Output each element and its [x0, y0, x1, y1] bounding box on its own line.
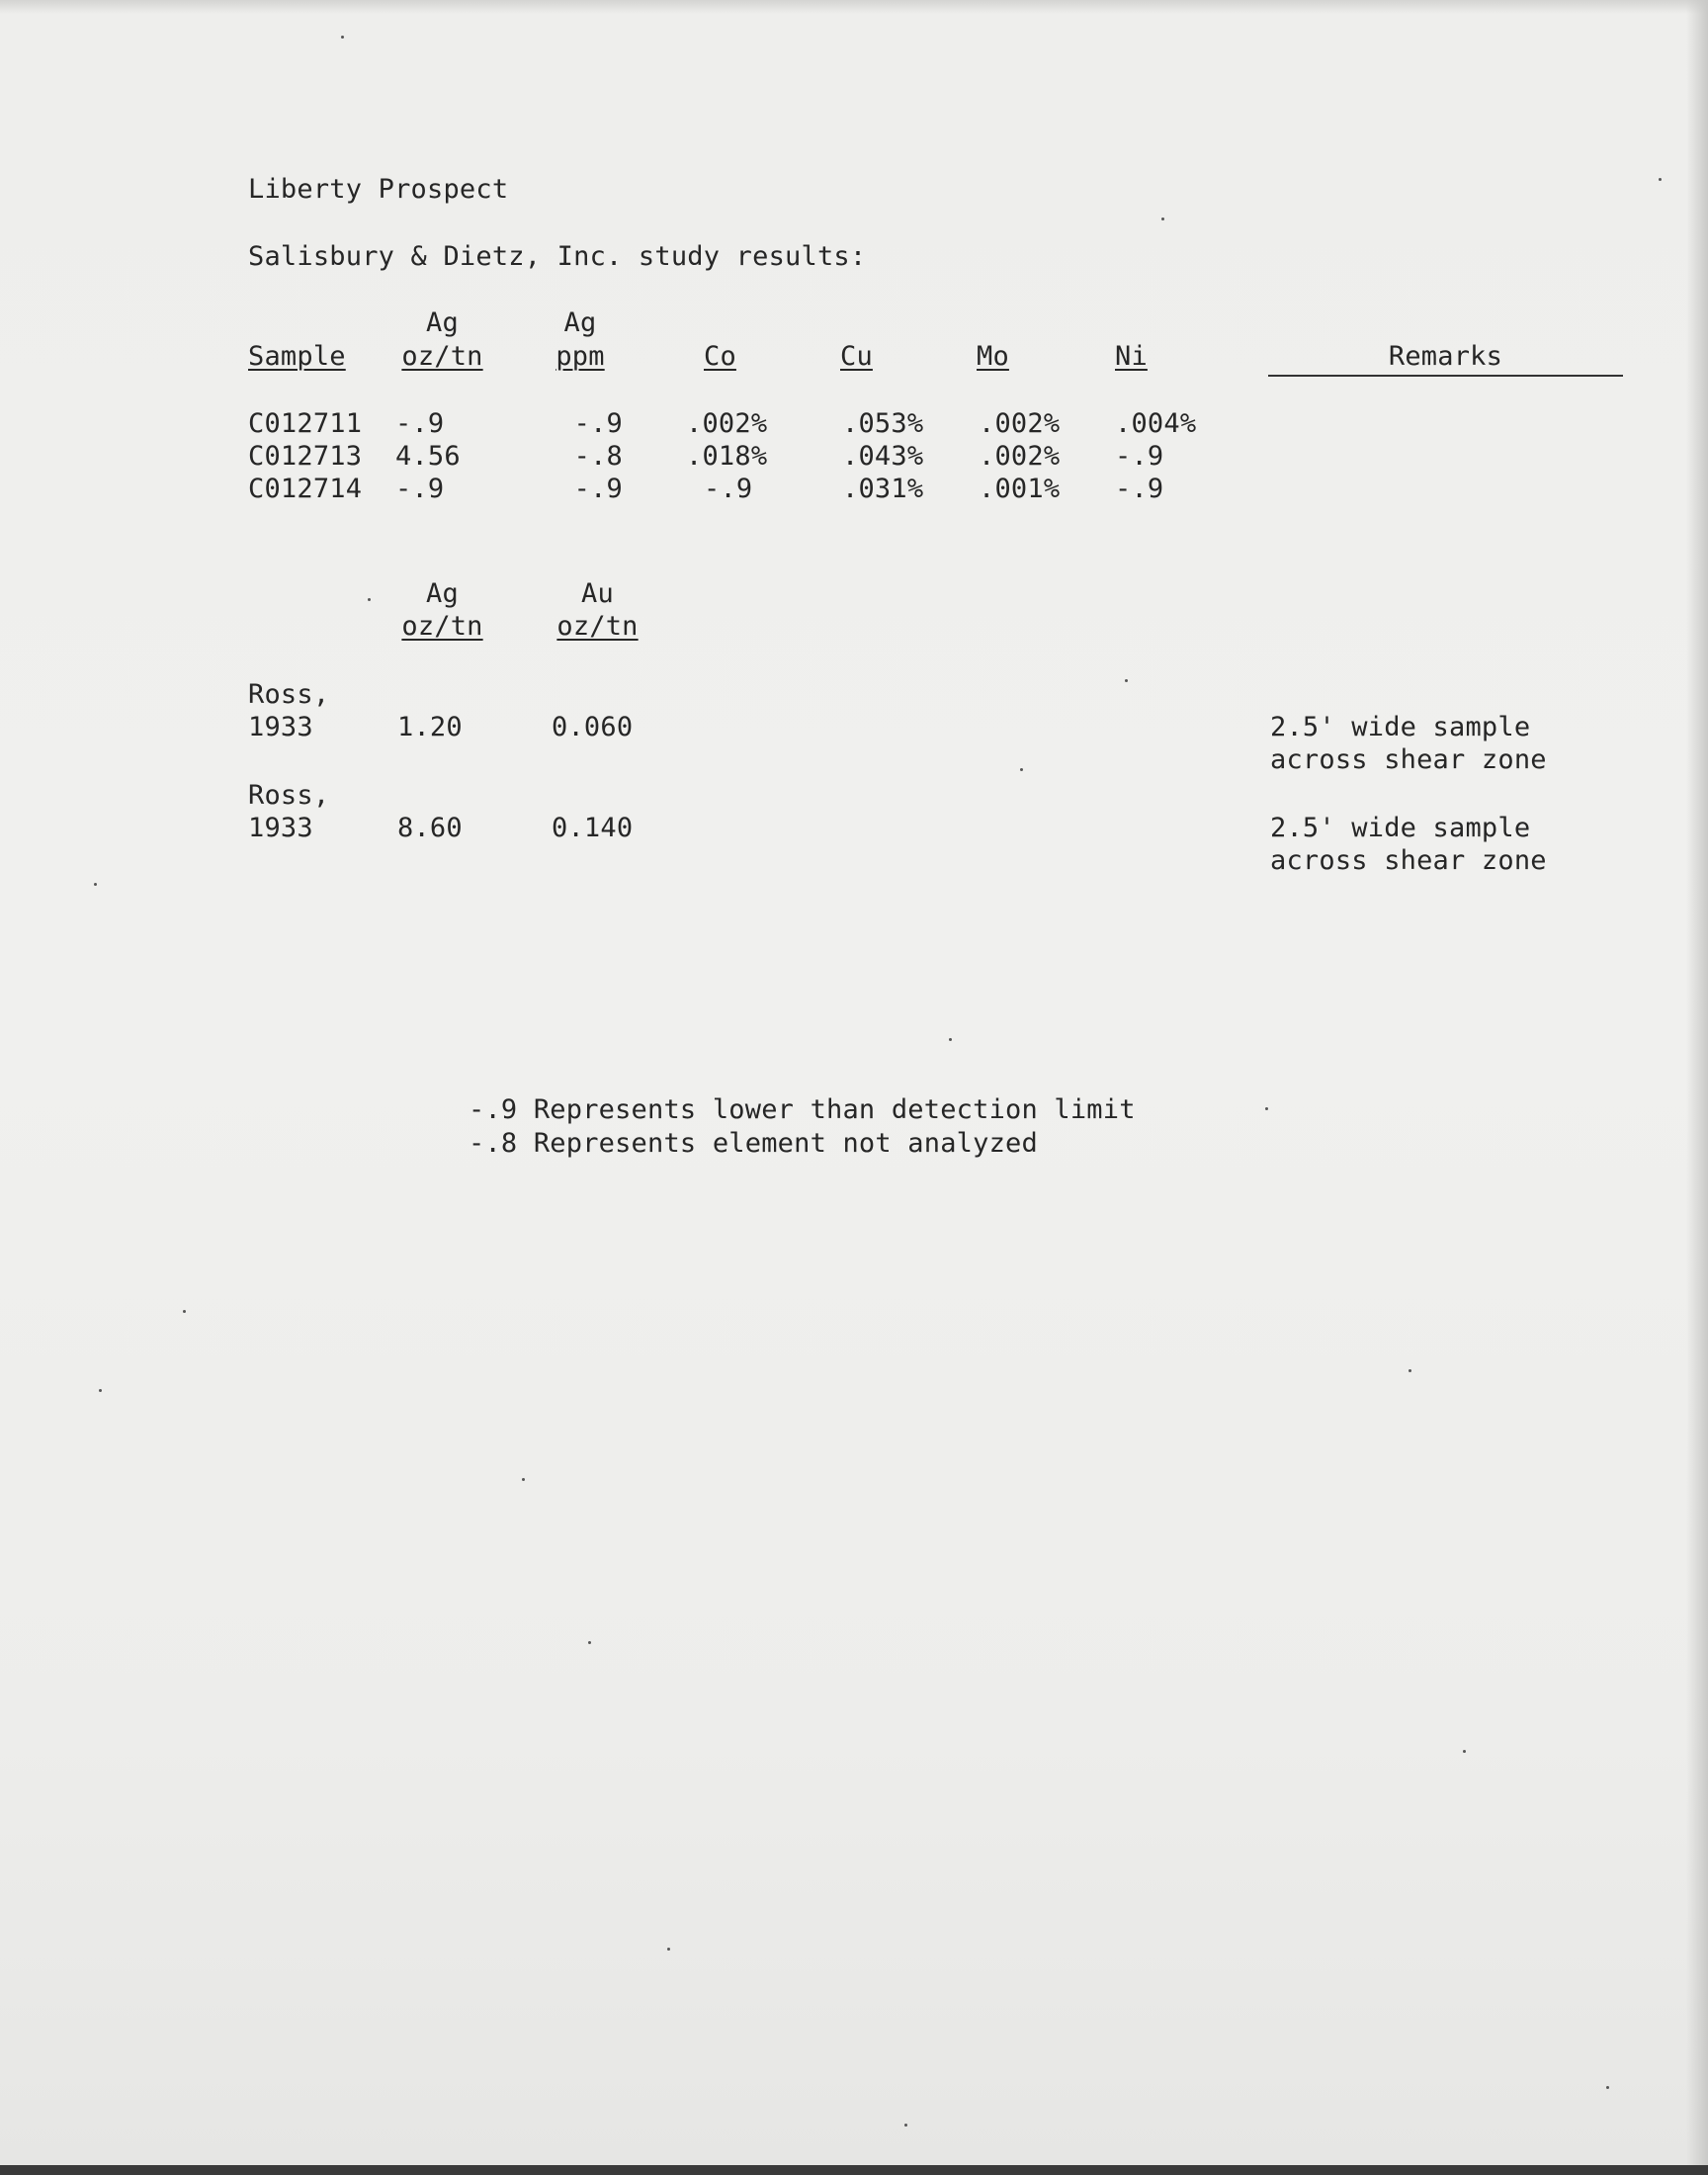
legend-note: -.8 Represents element not analyzed	[469, 1128, 1038, 1159]
header-ag-ppm-top: Ag	[563, 307, 597, 338]
cell-ag-oztn: 8.60	[397, 813, 463, 843]
cell-source: Ross,	[248, 780, 330, 811]
cell-sample: C012713	[248, 441, 363, 472]
scan-speck	[1463, 1750, 1466, 1753]
cell-cu: .043%	[842, 441, 924, 472]
cell-ni: -.9	[1115, 474, 1164, 504]
cell-ni: .004%	[1115, 408, 1197, 439]
scan-speck	[94, 883, 97, 886]
header-ag-ppm: ppm	[555, 341, 605, 372]
header-sample: Sample	[248, 341, 346, 372]
scan-speck	[1125, 679, 1128, 682]
scan-speck	[99, 1389, 102, 1392]
header2-au-oztn-top: Au	[581, 578, 614, 609]
cell-source: Ross,	[248, 679, 330, 710]
scan-speck	[904, 2124, 907, 2127]
cell-ag-ppm: -.9	[573, 474, 623, 504]
cell-remarks-line2: across shear zone	[1270, 744, 1547, 775]
header2-au-oztn: oz/tn	[556, 611, 639, 642]
header-remarks: Remarks	[1388, 341, 1503, 372]
scan-right-edge	[1686, 0, 1708, 2175]
cell-remarks: 2.5' wide sample	[1270, 813, 1531, 843]
cell-co: .002%	[686, 408, 768, 439]
scan-speck	[183, 1310, 186, 1313]
header-ag-oztn-top: Ag	[426, 307, 459, 338]
header-ag-oztn: oz/tn	[401, 341, 483, 372]
header-mo: Mo	[977, 341, 1009, 372]
scan-speck	[368, 598, 371, 601]
cell-co: -.9	[704, 474, 753, 504]
cell-mo: .002%	[979, 408, 1061, 439]
scan-speck	[1659, 178, 1662, 181]
cell-ag-oztn: 1.20	[397, 712, 463, 742]
scan-speck	[522, 1478, 525, 1481]
cell-cu: .031%	[842, 474, 924, 504]
cell-remarks-line2: across shear zone	[1270, 845, 1547, 876]
cell-ag-oztn: -.9	[395, 474, 445, 504]
cell-ag-oztn: -.9	[395, 408, 445, 439]
header-co: Co	[704, 341, 736, 372]
scan-speck	[1606, 2086, 1609, 2089]
scan-speck	[1409, 1369, 1411, 1372]
cell-ag-ppm: -.8	[573, 441, 623, 472]
cell-co: .018%	[686, 441, 768, 472]
cell-mo: .001%	[979, 474, 1061, 504]
cell-ag-ppm: -.9	[573, 408, 623, 439]
cell-ni: -.9	[1115, 441, 1164, 472]
scan-top-edge	[0, 0, 1708, 14]
cell-sample: C012711	[248, 408, 363, 439]
cell-mo: .002%	[979, 441, 1061, 472]
header-cu: Cu	[840, 341, 873, 372]
legend-note: -.9 Represents lower than detection limit	[469, 1094, 1136, 1125]
remarks-underline	[1268, 375, 1623, 377]
header2-ag-oztn-top: Ag	[426, 578, 459, 609]
cell-au-oztn: 0.060	[552, 712, 634, 742]
cell-sample: C012714	[248, 474, 363, 504]
scan-speck	[949, 1038, 952, 1041]
scan-bottom-edge	[0, 2165, 1708, 2175]
cell-ag-oztn: 4.56	[395, 441, 461, 472]
header-ni: Ni	[1115, 341, 1148, 372]
scan-speck	[1161, 218, 1164, 220]
study-heading: Salisbury & Dietz, Inc. study results:	[248, 241, 867, 272]
cell-remarks: 2.5' wide sample	[1270, 712, 1531, 742]
scan-speck	[1265, 1107, 1268, 1110]
scan-speck	[588, 1641, 591, 1644]
header2-ag-oztn: oz/tn	[401, 611, 483, 642]
cell-source-year: 1933	[248, 813, 313, 843]
scan-speck	[341, 36, 344, 39]
cell-source-year: 1933	[248, 712, 313, 742]
cell-au-oztn: 0.140	[552, 813, 634, 843]
scan-speck	[1020, 768, 1023, 771]
document-title: Liberty Prospect	[248, 174, 509, 205]
scan-speck	[667, 1948, 670, 1951]
cell-cu: .053%	[842, 408, 924, 439]
